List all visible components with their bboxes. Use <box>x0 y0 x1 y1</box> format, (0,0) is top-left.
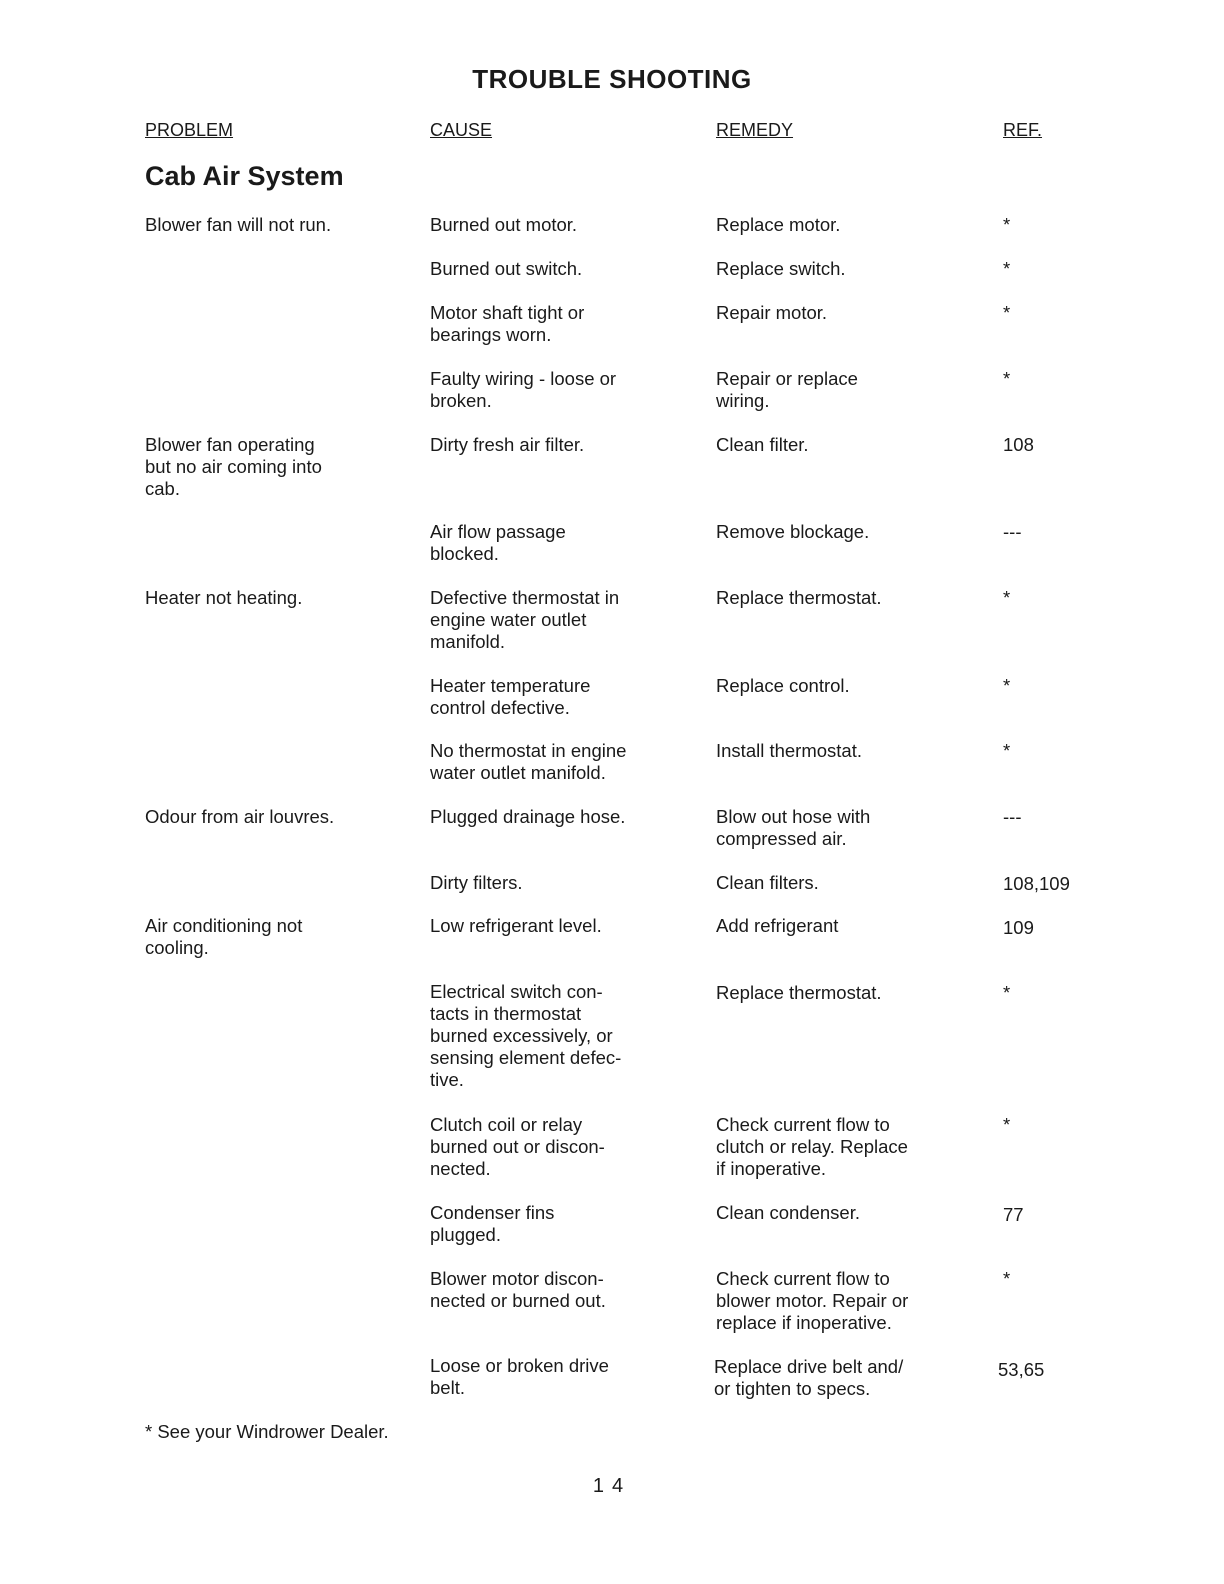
row-ref: 108,109 <box>1003 873 1070 894</box>
row-cause: Clutch coil or relay burned out or discon- nected. <box>430 1114 605 1179</box>
header-problem: PROBLEM <box>145 120 234 140</box>
row-cause: Dirty fresh air filter. <box>430 434 585 455</box>
row-remedy: Replace thermostat. <box>716 587 882 608</box>
row-ref: * <box>1003 258 1011 279</box>
row-remedy: Replace drive belt and/ or tighten to specs. <box>714 1356 904 1399</box>
row-cause: Motor shaft tight or bearings worn. <box>430 302 585 345</box>
row-remedy: Clean condenser. <box>716 1202 860 1223</box>
row-remedy: Clean filters. <box>716 872 819 893</box>
row-problem: Blower fan operating but no air coming into cab. <box>145 434 322 499</box>
header-remedy: REMEDY <box>716 120 794 140</box>
row-remedy: Repair motor. <box>716 302 828 323</box>
row-ref: * <box>1003 214 1011 235</box>
row-cause: Loose or broken drive belt. <box>430 1355 609 1398</box>
row-cause: No thermostat in engine water outlet manifold. <box>430 740 627 783</box>
row-ref: 53,65 <box>998 1359 1045 1380</box>
row-cause: Burned out switch. <box>430 258 583 279</box>
row-cause: Dirty filters. <box>430 872 523 893</box>
row-ref: * <box>1003 302 1011 323</box>
row-ref: * <box>1003 675 1011 696</box>
row-ref: * <box>1003 368 1011 389</box>
row-problem: Odour from air louvres. <box>145 806 335 827</box>
row-remedy: Check current flow to blower motor. Repair or replace if inoperative. <box>716 1268 909 1333</box>
row-remedy: Replace thermostat. <box>716 982 882 1003</box>
row-cause: Heater temperature control defective. <box>430 675 591 718</box>
row-cause: Defective thermostat in engine water outlet manifold. <box>430 587 620 652</box>
row-ref: 109 <box>1003 917 1034 938</box>
row-cause: Electrical switch con- tacts in thermostat burned excessively, or sensing element defec- tive. <box>430 981 622 1090</box>
row-cause: Blower motor discon- nected or burned out. <box>430 1268 606 1311</box>
header-ref: REF. <box>1003 120 1043 140</box>
row-cause: Plugged drainage hose. <box>430 806 626 827</box>
row-remedy: Replace control. <box>716 675 850 696</box>
row-ref: * <box>1003 1268 1011 1289</box>
row-ref: --- <box>1003 806 1022 827</box>
row-ref: --- <box>1003 521 1022 542</box>
page-number: 14 <box>592 1475 632 1497</box>
row-remedy: Clean filter. <box>716 434 809 455</box>
row-remedy: Add refrigerant <box>716 915 839 936</box>
row-problem: Blower fan will not run. <box>145 214 332 235</box>
header-cause: CAUSE <box>430 120 493 140</box>
row-remedy: Replace motor. <box>716 214 841 235</box>
row-remedy: Replace switch. <box>716 258 846 279</box>
row-problem: Heater not heating. <box>145 587 303 608</box>
row-remedy: Remove blockage. <box>716 521 870 542</box>
row-remedy: Check current flow to clutch or relay. Replace if inoperative. <box>716 1114 908 1179</box>
page-title: TROUBLE SHOOTING <box>472 64 752 94</box>
row-cause: Condenser fins plugged. <box>430 1202 555 1245</box>
row-problem: Air conditioning not cooling. <box>145 915 303 958</box>
row-cause: Air flow passage blocked. <box>430 521 566 564</box>
row-remedy: Repair or replace wiring. <box>716 368 858 411</box>
row-ref: * <box>1003 740 1011 761</box>
row-ref: 77 <box>1003 1204 1024 1225</box>
row-ref: * <box>1003 587 1011 608</box>
row-cause: Low refrigerant level. <box>430 915 602 936</box>
row-remedy: Blow out hose with compressed air. <box>716 806 871 849</box>
footnote: * See your Windrower Dealer. <box>145 1421 389 1442</box>
row-cause: Faulty wiring - loose or broken. <box>430 368 617 411</box>
row-ref: 108 <box>1003 434 1034 455</box>
row-remedy: Install thermostat. <box>716 740 863 761</box>
row-cause: Burned out motor. <box>430 214 578 235</box>
row-ref: * <box>1003 1114 1011 1135</box>
row-ref: * <box>1003 982 1011 1003</box>
section-title: Cab Air System <box>145 161 344 191</box>
